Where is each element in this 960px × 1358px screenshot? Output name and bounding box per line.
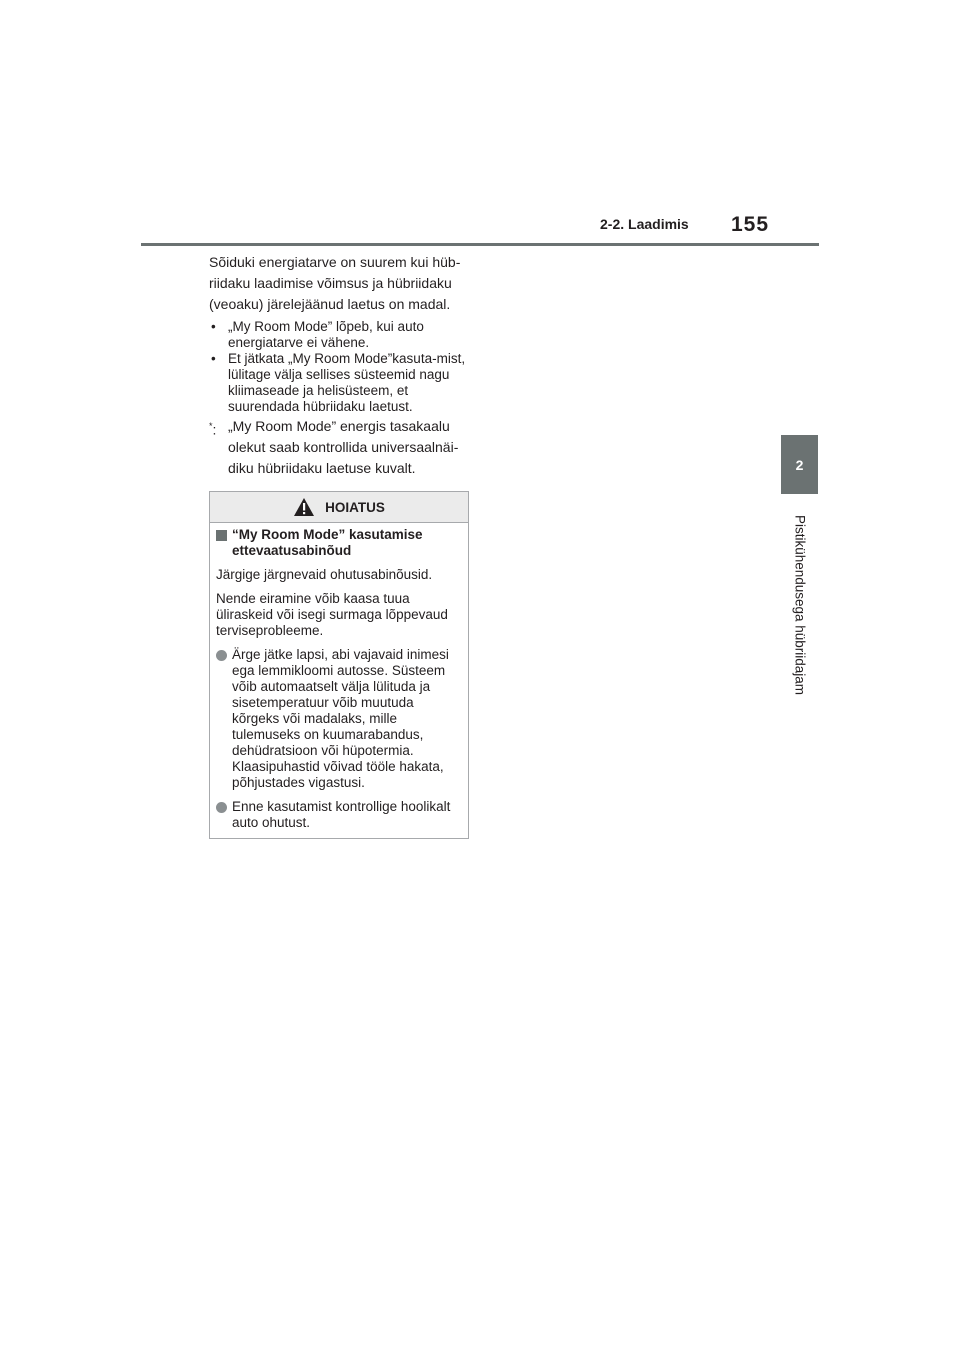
chapter-number: 2 (795, 456, 804, 473)
warning-header (210, 492, 468, 523)
page-number: 155 (731, 213, 770, 236)
circle-bullet-icon (216, 650, 227, 661)
footnote (209, 416, 474, 479)
warning-item: Enne kasutamist kontrollige hoolikalt auto ohutust. (216, 799, 462, 831)
circle-bullet-icon (216, 802, 227, 813)
warning-section-title: “My Room Mode” kasutamise ettevaatusabinõud (216, 527, 462, 559)
chapter-side-label: Pistikühendusega hübriidajam (792, 514, 808, 696)
warning-triangle-icon (293, 497, 315, 517)
bullet-item: • „My Room Mode” lõpeb, kui auto energiatarve ei vähene. (209, 319, 474, 351)
warning-paragraph: Järgige järgnevaid ohutusabinõusid. (216, 567, 433, 582)
bullet-item: • Et jätkata „My Room Mode”kasuta-mist, lülitage välja sellises süsteemid nagu kliimaseade ja helisüsteem, et suurendada hübriidaku laetust. (209, 351, 474, 415)
chapter-tab[interactable] (781, 435, 818, 494)
warning-item: Ärge jätke lapsi, abi vajavaid inimesi ega lemmikloomi autosse. Süsteem võib automaatselt välja lülituda ja sisetemperatuur võib muutuda kõrgeks või madalaks, mille tulemuseks on kuumarabandus, dehüdratsioon või hüpotermia. Klaasipuhastid võivad tööle hakata, põhjustades vigastusi. (216, 647, 462, 791)
warning-title: HOIATUS (325, 499, 385, 515)
footnote-text: „My Room Mode” energis tasakaalu olekut saab kontrollida universaalnäi-diku hübriidaku laetuse kuvalt. (228, 418, 459, 476)
bullet-list (209, 319, 474, 415)
warning-box (209, 491, 469, 839)
intro-paragraph: Sõiduki energiatarve on suurem kui hüb-riidaku laadimise võimsus ja hübriidaku (veoaku) järelejäänud laetus on madal. (209, 254, 461, 312)
section-title: 2-2. Laadimis (600, 216, 689, 232)
footnote-mark: *: (209, 421, 217, 438)
square-bullet-icon (216, 530, 227, 541)
warning-body (210, 523, 468, 831)
header-rule (141, 243, 819, 246)
warning-paragraph: Nende eiramine võib kaasa tuua üliraskeid või isegi surmaga lõppevaud terviseprobleeme. (216, 591, 448, 638)
body-column (209, 252, 474, 479)
